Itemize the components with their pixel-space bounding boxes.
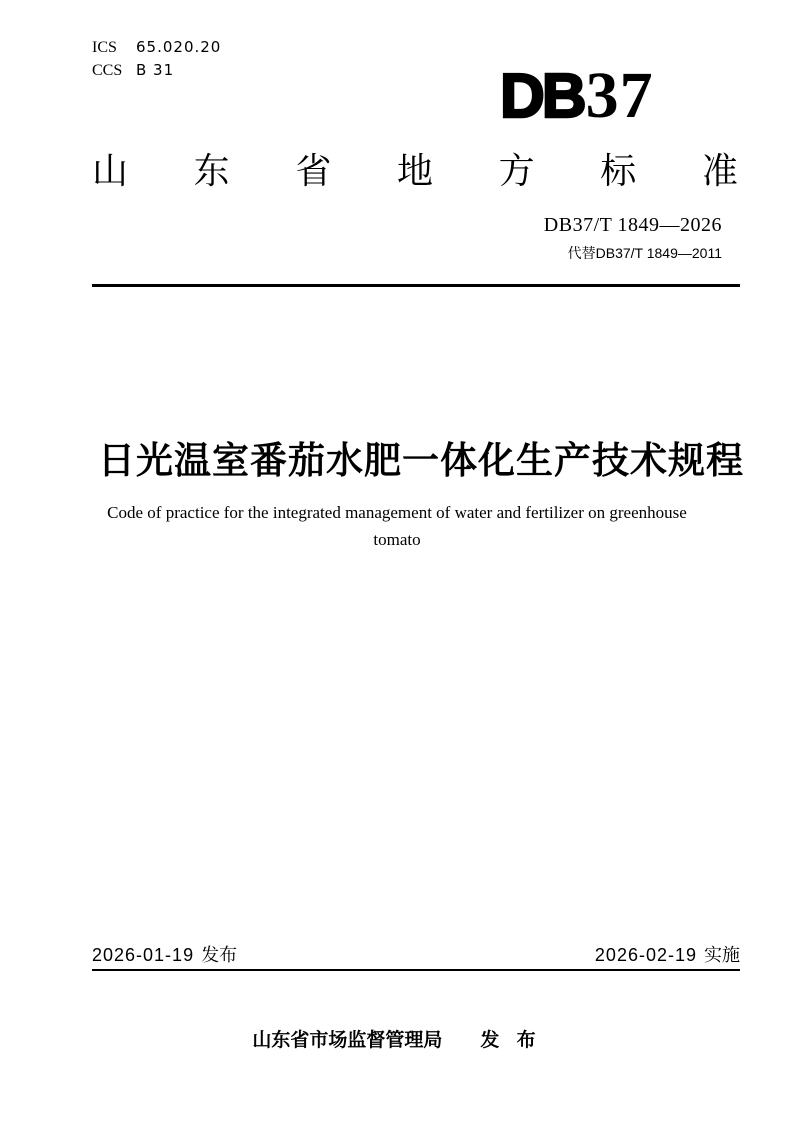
standard-category-char: 地 <box>396 150 433 191</box>
standard-category-char: 山 <box>92 150 129 191</box>
document-title-en-line1: Code of practice for the integrated management of water and fertilizer on greenhouse <box>107 503 687 522</box>
standard-category-char: 省 <box>295 150 332 191</box>
document-title-cn: 日光温室番茄水肥一体化生产技术规程 <box>98 440 744 481</box>
publisher-line <box>0 1025 794 1052</box>
standard-category-char: 方 <box>498 150 535 191</box>
ics-row <box>92 36 221 59</box>
document-title-en <box>50 499 744 553</box>
header-rule <box>92 284 740 287</box>
implement-label: 实施 <box>704 945 740 965</box>
ics-code: 65.020.20 <box>136 38 222 56</box>
replaces-note: 代替DB37/T 1849—2011 <box>567 245 722 261</box>
ccs-label: CCS <box>92 62 123 79</box>
classification-block <box>92 36 221 82</box>
issue-label: 发布 <box>201 945 238 965</box>
document-title-en-line2: tomato <box>373 530 421 549</box>
ics-label: ICS <box>92 39 117 56</box>
standard-category-heading <box>92 150 738 192</box>
issue-date-group <box>92 944 237 966</box>
db37-logo <box>500 59 654 132</box>
publisher-action: 发 布 <box>480 1030 542 1051</box>
standard-category-char: 准 <box>701 150 738 191</box>
db37-logo-prefix: DB <box>500 62 584 131</box>
publisher-name: 山东省市场监督管理局 <box>252 1030 443 1051</box>
implement-date-group <box>595 944 740 966</box>
footer-dates <box>92 944 740 966</box>
db37-logo-number: 37 <box>585 59 654 132</box>
ccs-row <box>92 59 221 82</box>
issue-date: 2026-01-19 <box>92 945 195 965</box>
implement-date: 2026-02-19 <box>594 945 697 965</box>
ccs-code: B 31 <box>136 61 175 79</box>
standard-category-char: 东 <box>193 150 230 191</box>
standard-number-block <box>544 214 722 263</box>
standard-category-char: 标 <box>600 150 637 191</box>
footer-rule <box>92 969 740 971</box>
doc-number: DB37/T 1849—2026 <box>543 214 722 236</box>
